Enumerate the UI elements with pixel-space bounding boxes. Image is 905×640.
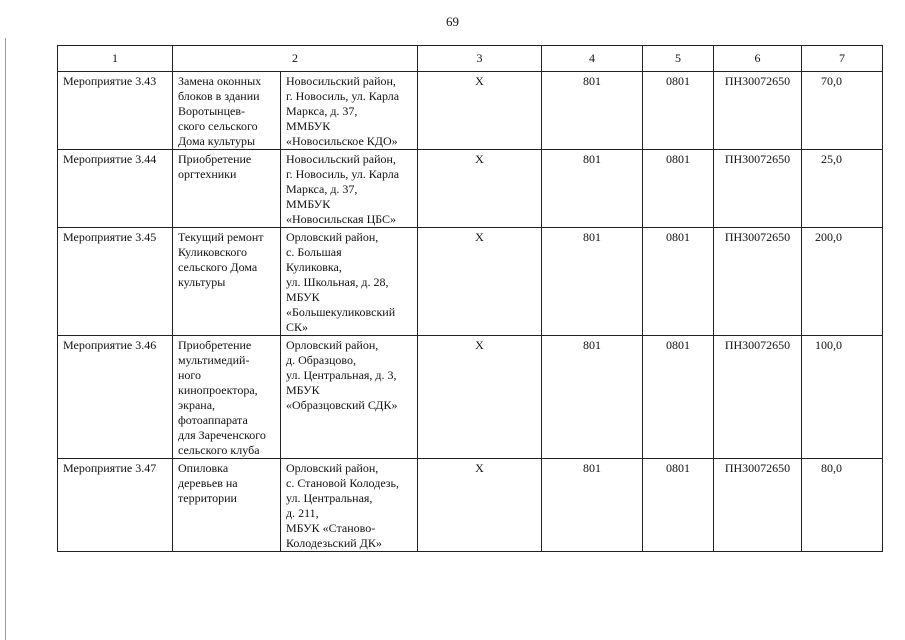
scan-edge-line	[5, 38, 6, 640]
description-cell: Текущий ремонт Куликовского сельского Дома культуры	[173, 228, 281, 336]
budget-table	[57, 45, 883, 552]
table-row	[58, 228, 883, 336]
code-6-cell: ПН30072650	[714, 228, 802, 336]
code-6-cell: ПН30072650	[714, 150, 802, 228]
code-5-cell: 0801	[643, 150, 714, 228]
code-5-cell: 0801	[643, 228, 714, 336]
marker-cell: Х	[418, 72, 542, 150]
description-cell: Замена оконных блоков в здании Воротынцев- ского сельского Дома культуры	[173, 72, 281, 150]
amount-cell: 70,0	[802, 72, 883, 150]
marker-cell: Х	[418, 459, 542, 552]
marker-cell: Х	[418, 150, 542, 228]
description-cell: Приобретение мультимедий- ного кинопроектора, экрана, фотоаппарата для Зареченского сельского клуба	[173, 336, 281, 459]
measure-cell: Мероприятие 3.44	[58, 150, 173, 228]
table-header-row	[58, 46, 883, 72]
header-cell-7: 7	[802, 46, 883, 72]
code-4-cell: 801	[542, 336, 643, 459]
table-row	[58, 459, 883, 552]
table-row	[58, 72, 883, 150]
code-4-cell: 801	[542, 150, 643, 228]
code-4-cell: 801	[542, 72, 643, 150]
address-cell: Орловский район, с. Большая Куликовка, ул. Школьная, д. 28, МБУК «Большекуликовский СК»	[281, 228, 418, 336]
header-cell-3: 3	[418, 46, 542, 72]
code-6-cell: ПН30072650	[714, 459, 802, 552]
table-body	[58, 46, 883, 552]
code-4-cell: 801	[542, 459, 643, 552]
code-5-cell: 0801	[643, 336, 714, 459]
measure-cell: Мероприятие 3.47	[58, 459, 173, 552]
code-6-cell: ПН30072650	[714, 72, 802, 150]
amount-cell: 80,0	[802, 459, 883, 552]
description-cell: Опиловка деревьев на территории	[173, 459, 281, 552]
code-4-cell: 801	[542, 228, 643, 336]
address-cell: Новосильский район, г. Новосиль, ул. Карла Маркса, д. 37, ММБУК «Новосильское КДО»	[281, 72, 418, 150]
header-cell-2: 2	[173, 46, 418, 72]
header-cell-1: 1	[58, 46, 173, 72]
header-cell-6: 6	[714, 46, 802, 72]
table-row	[58, 336, 883, 459]
measure-cell: Мероприятие 3.43	[58, 72, 173, 150]
code-5-cell: 0801	[643, 72, 714, 150]
description-cell: Приобретение оргтехники	[173, 150, 281, 228]
measure-cell: Мероприятие 3.46	[58, 336, 173, 459]
code-5-cell: 0801	[643, 459, 714, 552]
marker-cell: Х	[418, 336, 542, 459]
page-number: 69	[446, 14, 459, 29]
address-cell: Орловский район, д. Образцово, ул. Центральная, д. 3, МБУК «Образцовский СДК»	[281, 336, 418, 459]
amount-cell: 25,0	[802, 150, 883, 228]
measure-cell: Мероприятие 3.45	[58, 228, 173, 336]
amount-cell: 100,0	[802, 336, 883, 459]
header-cell-5: 5	[643, 46, 714, 72]
table-row	[58, 150, 883, 228]
address-cell: Орловский район, с. Становой Колодезь, ул. Центральная, д. 211, МБУК «Станово- Колодезьский ДК»	[281, 459, 418, 552]
header-cell-4: 4	[542, 46, 643, 72]
amount-cell: 200,0	[802, 228, 883, 336]
marker-cell: Х	[418, 228, 542, 336]
code-6-cell: ПН30072650	[714, 336, 802, 459]
address-cell: Новосильский район, г. Новосиль, ул. Карла Маркса, д. 37, ММБУК «Новосильская ЦБС»	[281, 150, 418, 228]
